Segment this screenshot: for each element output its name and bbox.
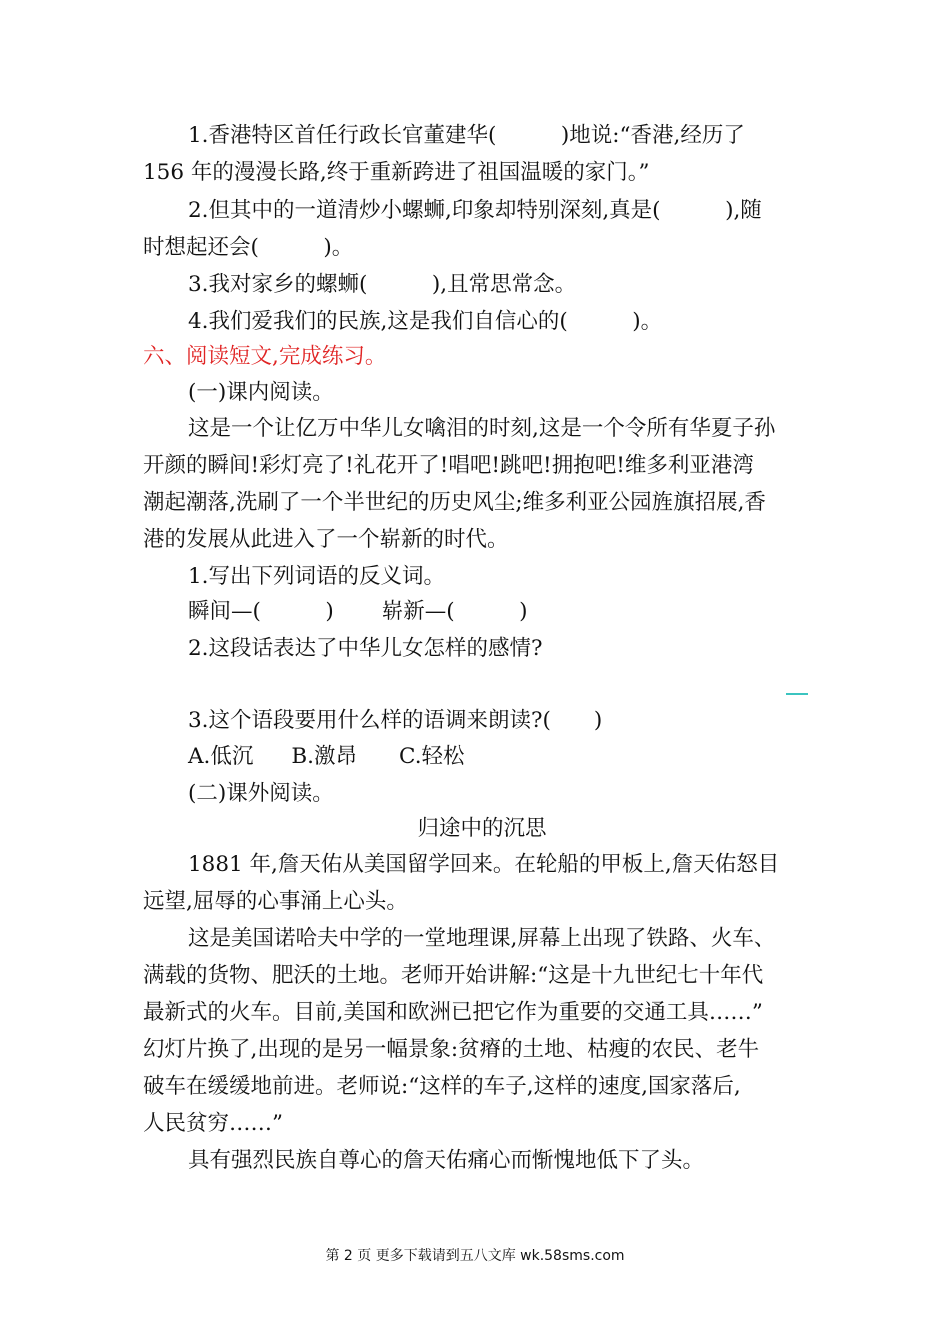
passage-line-1: 这是一个让亿万中华儿女噙泪的时刻,这是一个令所有华夏子孙: [188, 416, 776, 441]
article-para-1-line-2: 远望,屈辱的心事涌上心头。: [143, 889, 408, 914]
question-3: 3.我对家乡的螺蛳( ),且常思常念。: [188, 272, 577, 297]
article-para-2-line-2: 满载的货物、肥沃的土地。老师开始讲解:“这是十九世纪七十年代: [143, 963, 764, 988]
antonym-blank-1: 瞬间—( ): [188, 599, 334, 624]
passage-line-2: 开颜的瞬间!彩灯亮了!礼花开了!唱吧!跳吧!拥抱吧!维多利亚港湾: [143, 453, 754, 478]
antonym-blank-2: 崭新—( ): [381, 599, 528, 624]
question-2-line-2: 时想起还会( )。: [143, 235, 354, 260]
answer-line-mark: [786, 693, 808, 695]
question-1-line-2: 156 年的漫漫长路,终于重新跨进了祖国温暖的家门。”: [143, 160, 650, 185]
page-footer: 第 2 页 更多下载请到五八文库 wk.58sms.com: [325, 1248, 625, 1264]
part-1-heading: (一)课内阅读。: [188, 380, 334, 405]
article-para-2-line-3: 最新式的火车。目前,美国和欧洲已把它作为重要的交通工具……”: [143, 1000, 763, 1025]
option-c: C.轻松: [399, 744, 465, 769]
article-para-2-line-1: 这是美国诺哈夫中学的一堂地理课,屏幕上出现了铁路、火车、: [188, 926, 776, 951]
part-1-question-2: 2.这段话表达了中华儿女怎样的感情?: [188, 636, 543, 661]
article-title: 归途中的沉思: [417, 816, 547, 841]
option-b: B.激昂: [291, 744, 358, 769]
article-para-2-line-6: 人民贫穷……”: [143, 1111, 283, 1136]
question-4: 4.我们爱我们的民族,这是我们自信心的( )。: [188, 309, 663, 334]
article-para-3: 具有强烈民族自尊心的詹天佑痛心而惭愧地低下了头。: [188, 1148, 705, 1173]
section-6-heading: 六、阅读短文,完成练习。: [143, 344, 387, 369]
article-para-2-line-4: 幻灯片换了,出现的是另一幅景象:贫瘠的土地、枯瘦的农民、老牛: [143, 1037, 760, 1062]
part-1-question-3: 3.这个语段要用什么样的语调来朗读?( ): [188, 708, 603, 733]
question-2-line-1: 2.但其中的一道清炒小螺蛳,印象却特别深刻,真是( ),随: [188, 198, 762, 223]
option-a: A.低沉: [188, 744, 254, 769]
question-1-line-1: 1.香港特区首任行政长官董建华( )地说:“香港,经历了: [188, 123, 745, 148]
part-1-question-1: 1.写出下列词语的反义词。: [188, 564, 446, 589]
passage-line-3: 潮起潮落,洗刷了一个半世纪的历史风尘;维多利亚公园旌旗招展,香: [143, 490, 766, 515]
passage-line-4: 港的发展从此进入了一个崭新的时代。: [143, 527, 509, 552]
article-para-2-line-5: 破车在缓缓地前进。老师说:“这样的车子,这样的速度,国家落后,: [143, 1074, 741, 1099]
article-para-1-line-1: 1881 年,詹天佑从美国留学回来。在轮船的甲板上,詹天佑怒目: [188, 852, 780, 877]
part-2-heading: (二)课外阅读。: [188, 781, 334, 806]
